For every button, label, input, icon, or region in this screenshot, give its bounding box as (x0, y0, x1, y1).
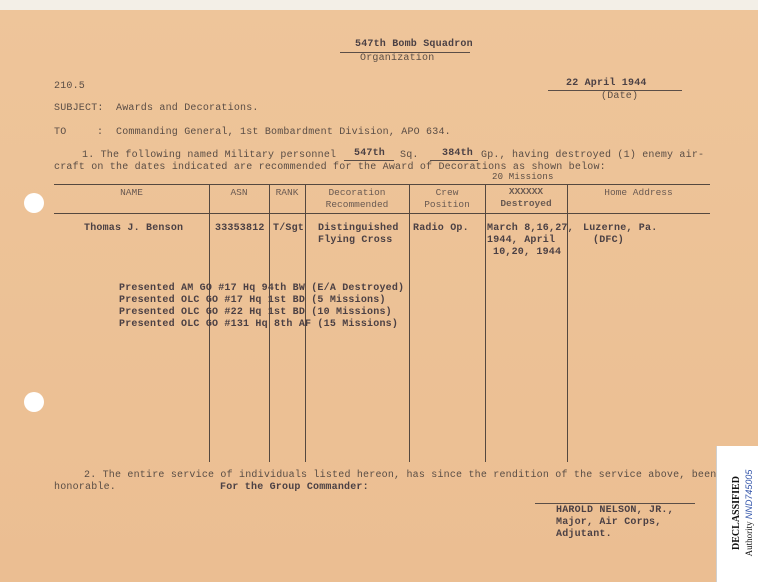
header-dates-2: Destroyed (500, 198, 552, 209)
subject-value: Awards and Decorations. (116, 103, 259, 114)
para1-squadron: 547th (354, 148, 386, 159)
stamp-authority-number: NND745005 (744, 469, 754, 520)
organization-label: Organization (360, 53, 435, 64)
cell-decoration-2: Flying Cross (318, 235, 393, 246)
punch-hole-top (24, 193, 44, 213)
header-name: NAME (120, 187, 143, 198)
presented-line-3: Presented OLC GO #22 Hq 1st BD (10 Missions) (119, 307, 392, 318)
to-label: TO (54, 127, 67, 138)
cell-name: Thomas J. Benson (84, 223, 184, 234)
subject-label: SUBJECT: (54, 103, 104, 114)
cell-dates-3: 10,20, 1944 (493, 247, 562, 258)
signature-name: HAROLD NELSON, JR., (556, 505, 674, 516)
para1-line1-a: 1. The following named Military personnel (82, 150, 337, 161)
punch-hole-bottom (24, 392, 44, 412)
signature-rank: Major, Air Corps, (556, 517, 662, 528)
header-dates-1: XXXXXX (508, 186, 544, 197)
col-divider-crew (409, 184, 410, 462)
para1-missions-note: 20 Missions (492, 172, 554, 182)
header-crew-1: Crew (435, 187, 459, 198)
table-header-rule (54, 213, 710, 214)
para1-line2: craft on the dates indicated are recommended for the Award of Decorations as shown below: (54, 162, 606, 173)
group-underline (430, 160, 478, 161)
cell-decoration-1: Distinguished (318, 223, 399, 234)
table-top-rule (54, 184, 710, 185)
for-group-commander: For the Group Commander: (220, 482, 369, 493)
header-crew-2: Position (424, 199, 470, 210)
para2-line1: 2. The entire service of individuals listed hereon, has since the rendition of the service above, been (84, 470, 717, 481)
para1-group: 384th (442, 148, 474, 159)
header-home-address: Home Address (604, 187, 673, 198)
to-value: Commanding General, 1st Bombardment Division, APO 634. (116, 127, 451, 138)
cell-dates-1: March 8,16,27, (487, 223, 574, 234)
col-divider-dates (485, 184, 486, 462)
header-decoration-1: Decoration (328, 187, 386, 198)
date-value: 22 April 1944 (566, 78, 647, 89)
header-rank: RANK (275, 187, 299, 198)
declassified-stamp (716, 446, 758, 582)
header-asn: ASN (230, 187, 248, 198)
presented-line-1: Presented AM GO #17 Hq 94th BW (E/A Destroyed) (119, 283, 405, 294)
squadron-underline (344, 160, 394, 161)
signature-title: Adjutant. (556, 529, 612, 540)
cell-home-1: Luzerne, Pa. (583, 223, 658, 234)
date-label: (Date) (601, 91, 639, 102)
header-decoration-2: Recommended (325, 199, 389, 210)
cell-crew-position: Radio Op. (413, 223, 469, 234)
stamp-authority (744, 448, 754, 578)
stamp-title: DECLASSIFIED (731, 476, 742, 550)
presented-line-4: Presented OLC GO #131 Hq 8th AF (15 Missions) (119, 319, 399, 330)
scan-top-margin (0, 0, 758, 10)
file-number: 210.5 (54, 81, 86, 92)
para2-line2: honorable. (54, 482, 117, 493)
para1-sq-label: Sq. (400, 150, 419, 161)
cell-asn: 33353812 (215, 223, 265, 234)
signature-line (535, 503, 695, 504)
stamp-authority-label: Authority (744, 521, 754, 557)
to-colon: : (97, 127, 104, 138)
cell-dates-2: 1944, April (487, 235, 556, 246)
cell-home-2: (DFC) (593, 235, 625, 246)
presented-line-2: Presented OLC GO #17 Hq 1st BD (5 Missions) (119, 295, 386, 306)
para1-line1-b: Gp., having destroyed (1) enemy air- (481, 150, 705, 161)
cell-rank: T/Sgt (273, 223, 305, 234)
organization-name: 547th Bomb Squadron (355, 39, 473, 50)
